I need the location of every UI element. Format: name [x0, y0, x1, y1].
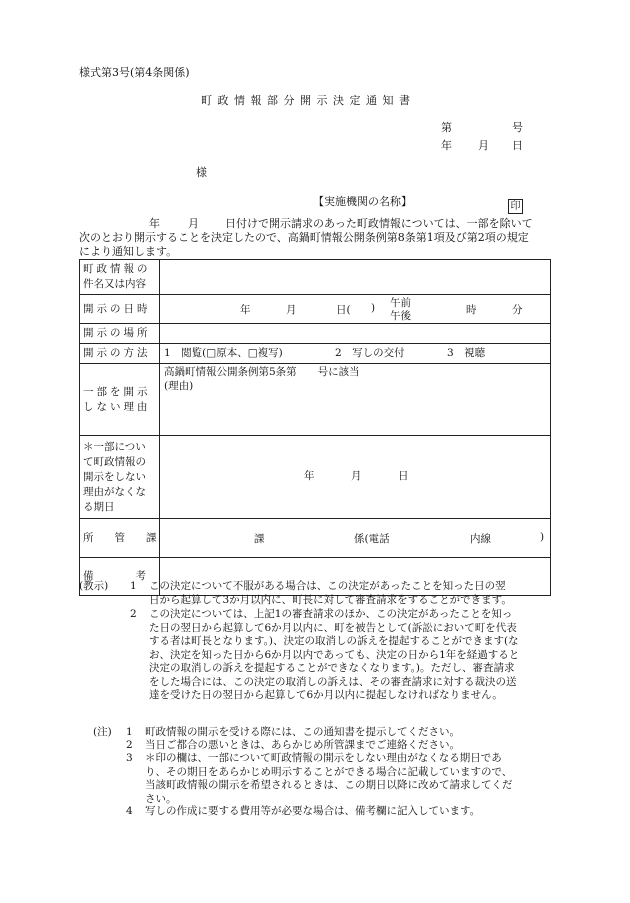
note-num-1: 1 — [126, 726, 133, 738]
table-row — [80, 260, 551, 295]
label-department: 所 管 課 — [80, 519, 160, 558]
table-row — [80, 344, 551, 364]
intro-year: 年 — [149, 217, 160, 230]
seal-text: 印 — [508, 199, 523, 214]
reason-ref: 高鍋町情報公開条例第5条第 号に該当 — [164, 366, 360, 378]
method-2: 2 写しの交付 — [335, 347, 405, 359]
value-reason[interactable] — [160, 364, 551, 436]
label-remarks: 備 考 — [80, 558, 160, 596]
note-2: 当日ご都合の悪いときは、あらかじめ所管課までご連絡ください。 — [145, 739, 460, 751]
number-dai: 第 — [441, 121, 452, 134]
intro-line-3: により通知します。 — [79, 245, 178, 258]
notes-head: (注) — [93, 726, 112, 738]
date-day: 日 — [512, 139, 523, 152]
value-subject[interactable] — [160, 260, 551, 295]
label-datetime: 開示の日時 — [80, 295, 160, 324]
value-place[interactable] — [160, 324, 551, 344]
instruction-1: この決定について不服がある場合は、この決定があったことを知った日の翌 日から起算して3か月以内に、町長に対して審査請求をすることができます。 — [149, 580, 512, 606]
method-1: 1 閲覧(□原本、□複写) — [164, 347, 283, 359]
note-4: 写しの作成に要する費用等が必要な場合は、備考欄に記入しています。 — [145, 805, 481, 817]
form-number: 様式第3号(第4条関係) — [79, 66, 190, 79]
table-row — [80, 436, 551, 519]
addressee-suffix: 様 — [196, 166, 207, 179]
intro-paragraph — [79, 217, 554, 259]
table-row — [80, 324, 551, 344]
number-go: 号 — [512, 121, 523, 134]
table-row — [80, 519, 551, 558]
intro-line-1: 日付けで開示請求のあった町政情報については、一部を除いて — [225, 217, 533, 230]
note-num-4: 4 — [126, 805, 133, 817]
label-reason: 一部を開示 しない理由 — [80, 364, 160, 436]
date-month: 月 — [478, 139, 489, 152]
document-title: 町 政 情 報 部 分 開 示 決 定 通 知 書 — [201, 94, 411, 107]
value-method[interactable] — [160, 344, 551, 364]
agency-name: 【実施機関の名称】 — [313, 195, 412, 208]
seal-mark — [508, 194, 523, 214]
note-3: ＊印の欄は、一部について町政情報の開示をしない理由がなくなる期日であ り、その期日をあらかじめ明示することができる場合に記載していますので、 当該町政情報の開示を希望されるときは、この期日以降に改めて請求してくだ さい。 — [145, 752, 513, 805]
label-place: 開示の場所 — [80, 324, 160, 344]
instruction-2: この決定については、上記1の審査請求のほか、この決定があったことを知っ た日の翌日から起算して6か月以内に、町を被告として(訴訟において町を代表 する者は町長となります。)、決定の取消しの訴えを提起することができます(な お、決定を知った日から6か月以内であっても、決定の日から1年を経過すると 決定の取消しの訴えを提起することができなくなります。)。ただし、審査請求 をした場合には、この決定の取消しの訴えは、その審査請求に対する裁決の送 達を受けた日の翌日から起算して6か月以内に提起しなければなりません。 — [149, 608, 520, 701]
value-department[interactable]: 課 係(電話 内線 ) — [160, 519, 551, 558]
reason-label: (理由) — [164, 380, 194, 392]
intro-month: 月 — [188, 217, 199, 230]
method-3: 3 視聴 — [447, 347, 486, 359]
table-row — [80, 364, 551, 436]
value-expiry[interactable]: 年 月 日 — [160, 436, 551, 519]
note-1: 町政情報の開示を受ける際には、この通知書を提示してください。 — [145, 726, 460, 738]
note-num-2: 2 — [126, 739, 133, 751]
table-row — [80, 295, 551, 324]
note-num-3: 3 — [126, 752, 133, 764]
label-subject: 町政情報の 件名又は内容 — [80, 260, 160, 295]
decision-table — [79, 259, 551, 596]
label-expiry: ＊一部につい て町政情報の 開示をしない 理由がなくな る期日 — [80, 436, 160, 519]
instruction-head: (教示) — [79, 580, 109, 592]
intro-line-2: 次のとおり開示することを決定したので、高鍋町情報公開条例第8条第1項及び第2項の規定 — [79, 231, 529, 244]
value-datetime[interactable]: 年 月 日( ) 午前 午後 時 分 — [160, 295, 551, 324]
date-year: 年 — [441, 139, 452, 152]
label-method: 開示の方法 — [80, 344, 160, 364]
instruction-num-2: 2 — [130, 608, 137, 620]
instruction-num-1: 1 — [130, 580, 137, 592]
